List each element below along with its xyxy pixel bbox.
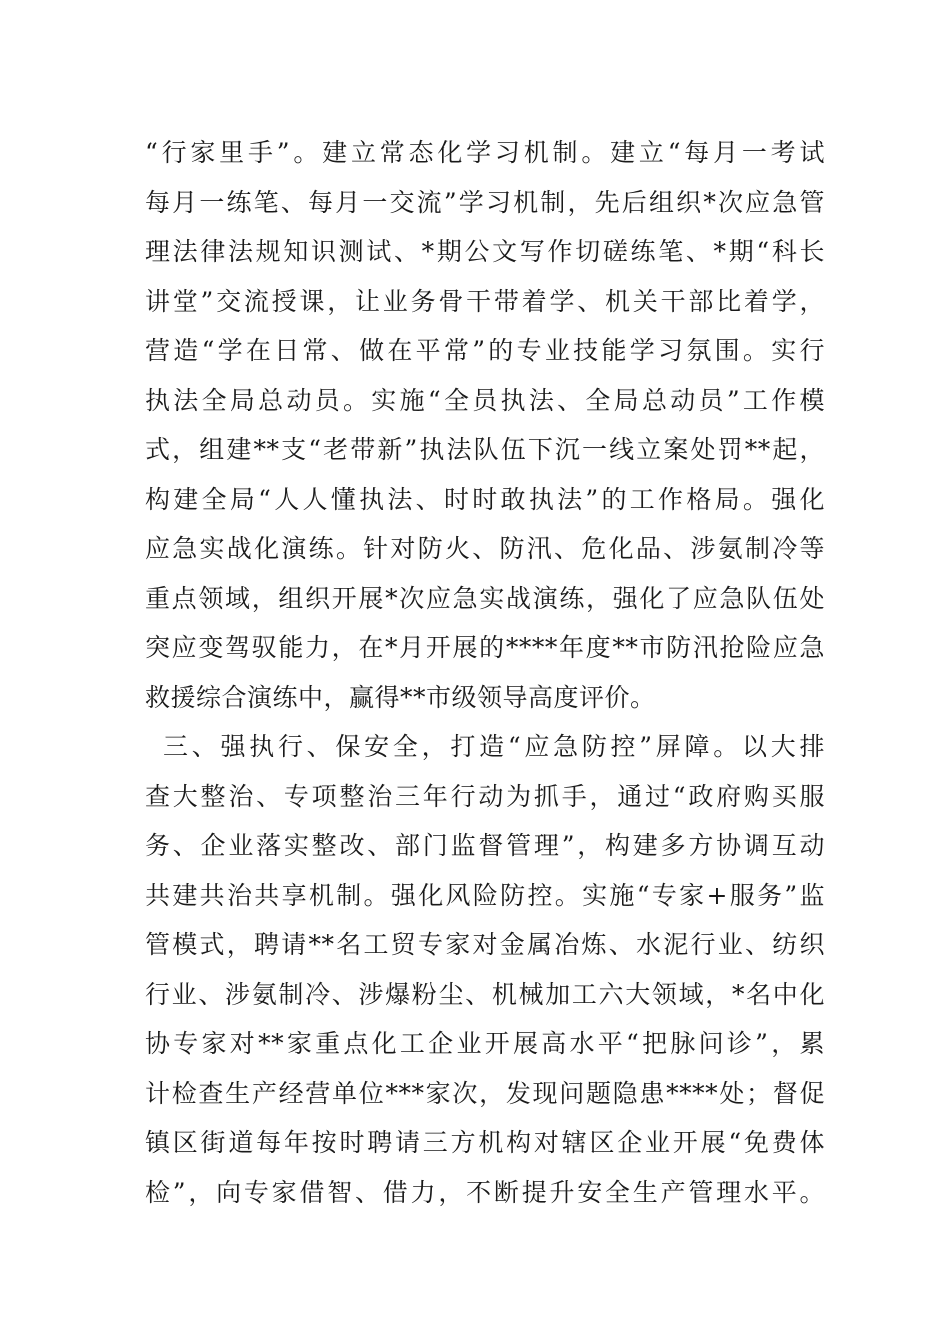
paragraph-1-line-3: 理法律法规知识测试、*期公文写作切磋练笔、*期“科长 (145, 237, 825, 266)
paragraph-1-line-6: 执法全局总动员。实施“全员执法、全局总动员”工作模 (145, 385, 825, 415)
paragraph-1-line-10: 重点领域，组织开展*次应急实战演练，强化了应急队伍处 (145, 583, 825, 613)
paragraph-2-line-4: 共建共治共享机制。强化风险防控。实施“专家+服务”监 (145, 880, 825, 910)
paragraph-2-line-7: 协专家对**家重点化工企业开展高水平“把脉问诊”，累 (145, 1029, 825, 1058)
paragraph-2-line-3: 务、企业落实整改、部门监督管理”，构建多方协调互动 (145, 831, 825, 860)
paragraph-1-line-4: 讲堂”交流授课，让业务骨干带着学、机关干部比着学， (145, 286, 825, 316)
paragraph-1-line-12: 救援综合演练中，赢得**市级领导高度评价。 (145, 682, 656, 712)
paragraph-1-line-1: “行家里手”。建立常态化学习机制。建立“每月一考试 (145, 138, 825, 167)
paragraph-1-line-8: 构建全局“人人懂执法、时时敢执法”的工作格局。强化 (145, 484, 825, 514)
paragraph-1-line-9: 应急实战化演练。针对防火、防汛、危化品、涉氨制冷等 (145, 534, 825, 563)
paragraph-2-line-9: 镇区街道每年按时聘请三方机构对辖区企业开展“免费体 (145, 1128, 825, 1157)
paragraph-2-line-5: 管模式，聘请**名工贸专家对金属冶炼、水泥行业、纺织 (145, 930, 825, 959)
paragraph-2-line-2: 查大整治、专项整治三年行动为抓手，通过“政府购买服 (145, 781, 825, 811)
paragraph-2-line-6: 行业、涉氨制冷、涉爆粉尘、机械加工六大领域，*名中化 (145, 979, 825, 1009)
paragraph-1-line-5: 营造“学在日常、做在平常”的专业技能学习氛围。实行 (145, 336, 825, 365)
paragraph-2-line-1: 三、强执行、保安全，打造“应急防控”屏障。以大排 (163, 732, 825, 761)
paragraph-2-line-8: 计检查生产经营单位***家次，发现问题隐患****处；督促 (145, 1078, 825, 1108)
paragraph-2 (145, 722, 825, 1217)
paragraph-1-line-2: 每月一练笔、每月一交流”学习机制，先后组织*次应急管 (145, 187, 825, 217)
paragraph-1-line-7: 式，组建**支“老带新”执法队伍下沉一线立案处罚**起， (145, 435, 825, 464)
paragraph-1 (145, 128, 825, 722)
paragraph-2-line-10: 检”，向专家借智、借力，不断提升安全生产管理水平。 (145, 1177, 825, 1207)
paragraph-1-line-11: 突应变驾驭能力，在*月开展的****年度**市防汛抢险应急 (145, 633, 825, 662)
